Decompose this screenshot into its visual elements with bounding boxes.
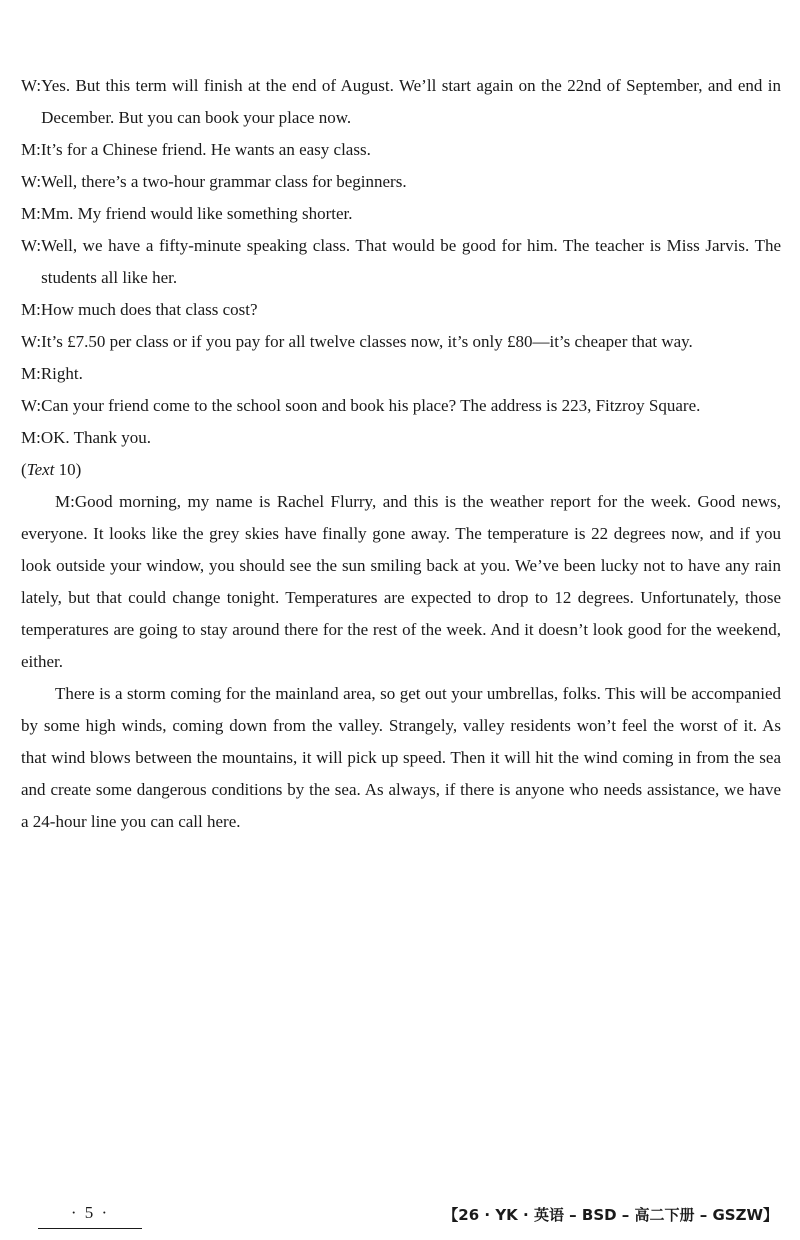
dialogue-line xyxy=(21,326,781,358)
dialogue-text: OK. Thank you. xyxy=(40,428,152,447)
dialogue-text: It’s for a Chinese friend. He wants an easy class. xyxy=(40,140,371,159)
label-text-word: Text xyxy=(26,460,55,479)
speaker-label: W: xyxy=(21,236,42,255)
dialogue-text: Well, we have a fifty-minute speaking class. That would be good for him. The teacher is Miss Jarvis. The students all like her. xyxy=(41,236,781,287)
dialogue-line xyxy=(21,134,781,166)
speaker-label: M: xyxy=(21,428,41,447)
dialogue-line xyxy=(21,166,781,198)
dialogue-text: Yes. But this term will finish at the end of August. We’ll start again on the 22nd of September, and end in December. But you can book your place now. xyxy=(41,76,781,127)
speaker-label: W: xyxy=(21,332,42,351)
dialogue-text: Mm. My friend would like something shorter. xyxy=(40,204,353,223)
speaker-label: M: xyxy=(21,300,41,319)
dialogue-line xyxy=(21,70,781,134)
page-content xyxy=(21,70,781,838)
section-label-text-10 xyxy=(21,454,781,486)
dialogue-line xyxy=(21,422,781,454)
dialogue-text: It’s £7.50 per class or if you pay for all twelve classes now, it’s only £80—it’s cheaper that way. xyxy=(41,332,693,351)
dialogue-text: Well, there’s a two-hour grammar class for beginners. xyxy=(41,172,407,191)
dialogue-text: How much does that class cost? xyxy=(40,300,258,319)
dialogue-line xyxy=(21,390,781,422)
speaker-label: M: xyxy=(21,364,41,383)
speaker-label: W: xyxy=(21,76,42,95)
weather-report-paragraph: M:Good morning, my name is Rachel Flurry, and this is the weather report for the week. Good news, everyone. It looks like the grey skies have finally gone away. The temperature is 22 degrees now, and if you look outside your window, you should see the sun smiling back at you. We’ve been lucky not to have any rain lately, but that could change tonight. Temperatures are expected to drop to 12 degrees. Unfortunately, those temperatures are going to stay around there for the rest of the week. And it doesn’t look good for the weekend, either. xyxy=(21,492,781,671)
label-number: 10 xyxy=(54,460,76,479)
dialogue-line xyxy=(21,294,781,326)
storm-paragraph: There is a storm coming for the mainland area, so get out your umbrellas, folks. This will be accompanied by some high winds, coming down from the valley. Strangely, valley residents won’t feel the worst of it. As that wind blows between the mountains, it will pick up speed. Then it will hit the wind coming in from the sea and create some dangerous conditions by the sea. As always, if there is anyone who needs assistance, we have a 24-hour line you can call here. xyxy=(21,684,781,831)
page-number: · 5 · xyxy=(70,1203,110,1222)
speaker-label: M: xyxy=(21,140,41,159)
dialogue-line xyxy=(21,358,781,390)
dialogue-line xyxy=(21,198,781,230)
label-close-paren: ) xyxy=(75,460,82,479)
dialogue-line xyxy=(21,230,781,294)
book-code: 【26 · YK · 英语 – BSD – 高二下册 – GSZW】 xyxy=(443,1206,778,1224)
speaker-label: W: xyxy=(21,396,42,415)
page-footer xyxy=(0,1195,800,1235)
dialogue-text: Can your friend come to the school soon and book his place? The address is 223, Fitzroy Square. xyxy=(41,396,701,415)
speaker-label: W: xyxy=(21,172,42,191)
page-number-underline xyxy=(38,1228,142,1229)
speaker-label: M: xyxy=(21,204,41,223)
dialogue-text: Right. xyxy=(40,364,83,383)
label-open-paren: ( xyxy=(21,460,27,479)
